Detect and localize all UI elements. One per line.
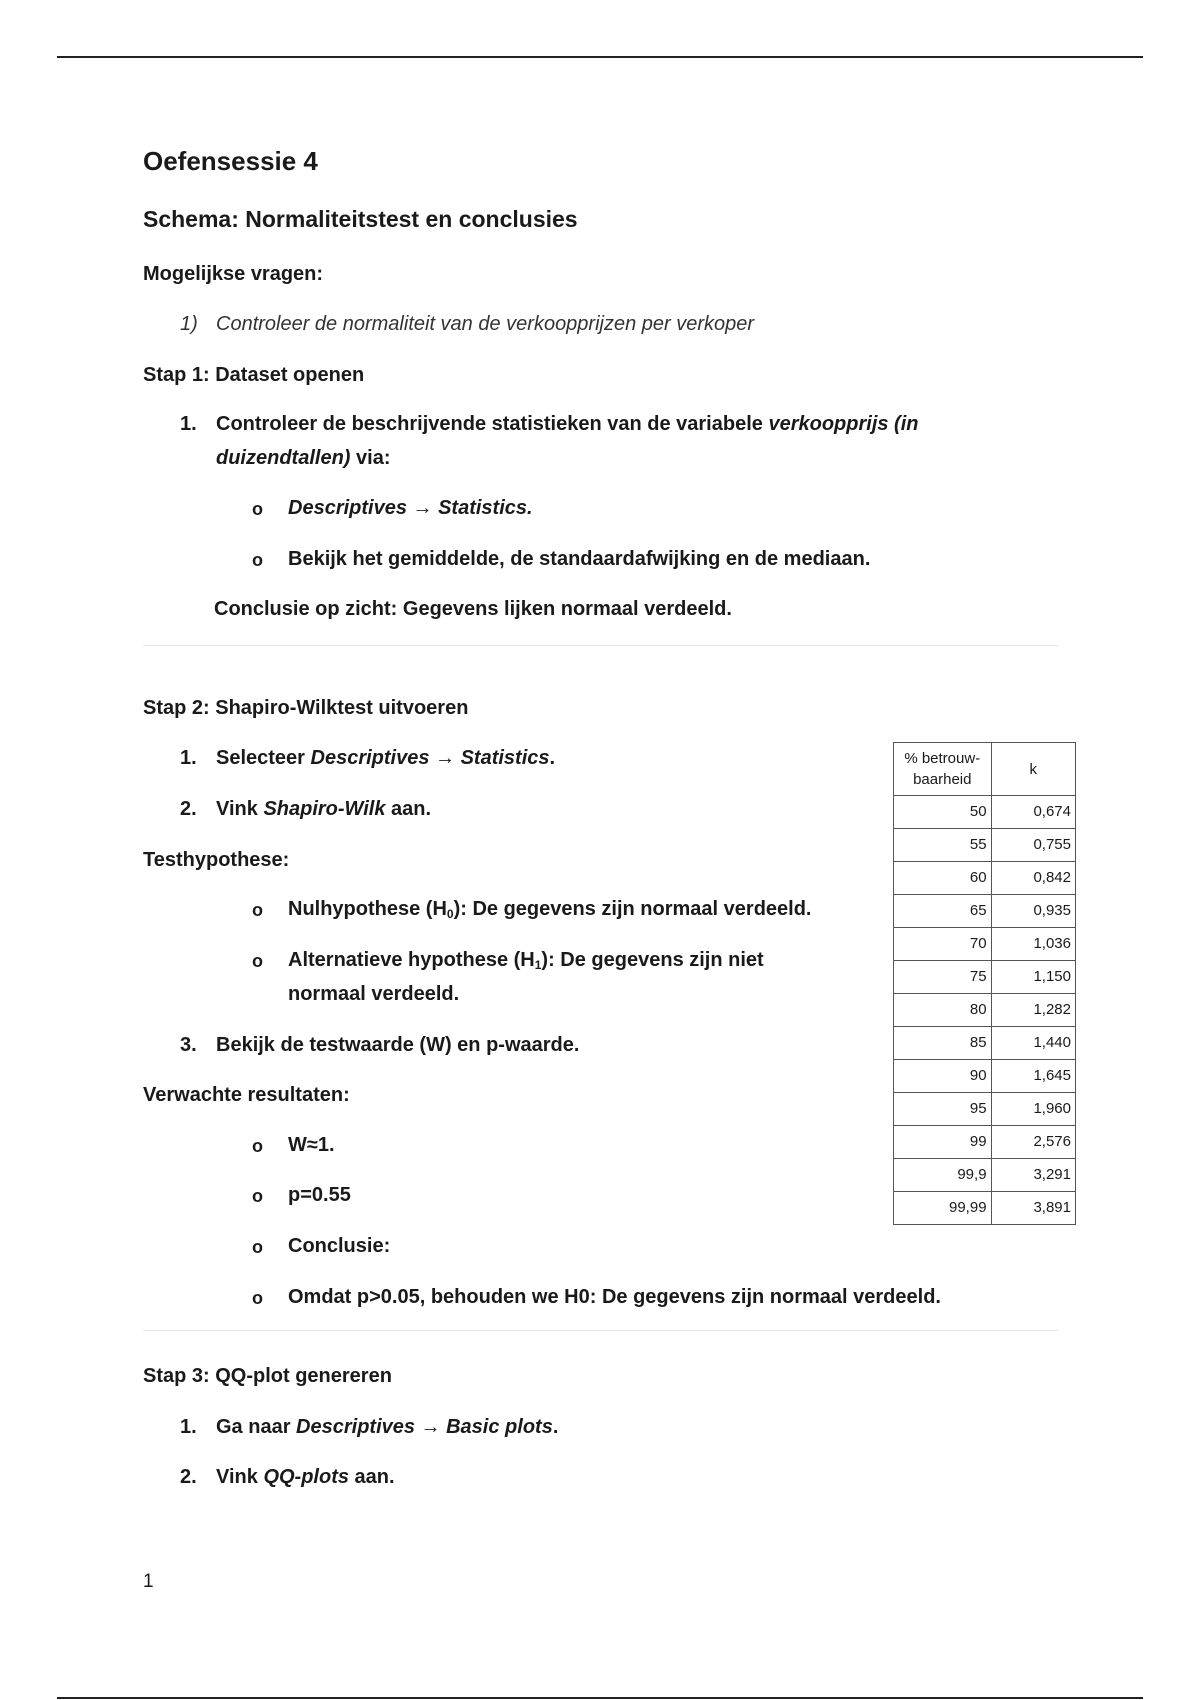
step1-item1-italic: verkoopprijs (in (768, 413, 919, 435)
table-row (894, 862, 1076, 895)
alternative-hypothesis (288, 949, 764, 972)
h0-text-after: ): De gegevens zijn normaal verdeeld. (453, 898, 812, 920)
table-row (894, 829, 1076, 862)
k-cell: 1,440 (991, 1027, 1075, 1060)
questions-heading: Mogelijkse vragen: (143, 263, 324, 285)
pct-cell: 55 (894, 829, 992, 862)
step2-item1 (216, 747, 555, 770)
step2-item3: Bekijk de testwaarde (W) en p-waarde. (216, 1034, 580, 1056)
page-number: 1 (143, 1571, 154, 1592)
step3-item1-text: Ga naar (216, 1416, 297, 1438)
step1-item1-text: Controleer de beschrijvende statistieken van de variabele (216, 413, 769, 435)
table-header-row (894, 743, 1076, 796)
header-k: k (991, 743, 1075, 796)
pct-cell: 65 (894, 895, 992, 928)
step2-item2-number: 2. (180, 798, 197, 820)
step2-item1-after: . (549, 747, 556, 769)
result-p: p=0.55 (288, 1184, 351, 1206)
bullet-marker: o (252, 900, 263, 920)
h1-subscript: 1 (534, 958, 542, 972)
h0-text: Nulhypothese (H (288, 898, 447, 920)
footer-rule (57, 1697, 1143, 1699)
step1-item1-line2-text: via: (350, 447, 391, 469)
h1-text: Alternatieve hypothese (H (288, 949, 535, 971)
step2-heading: Stap 2: Shapiro-Wilktest uitvoeren (143, 697, 469, 719)
step3-item2-italic: QQ-plots (263, 1466, 349, 1488)
bullet-marker: o (252, 499, 263, 519)
table-row (894, 1159, 1076, 1192)
header-confidence-line2: baarheid (913, 771, 972, 788)
step1-heading: Stap 1: Dataset openen (143, 364, 365, 386)
k-cell: 1,960 (991, 1093, 1075, 1126)
k-cell: 3,891 (991, 1192, 1075, 1225)
step2-item2 (216, 798, 431, 821)
step1-item1-line2-italic: duizendtallen) (216, 447, 351, 469)
table-row (894, 1126, 1076, 1159)
step3-item1-italic: Descriptives → Basic plots (296, 1416, 553, 1438)
step2-item2-text: Vink (216, 798, 264, 820)
bullet-marker: o (252, 1136, 263, 1156)
bullet-marker: o (252, 550, 263, 570)
k-cell: 1,645 (991, 1060, 1075, 1093)
step2-item1-italic: Descriptives → Statistics (310, 747, 550, 769)
table-row (894, 895, 1076, 928)
pct-cell: 70 (894, 928, 992, 961)
pct-cell: 99,99 (894, 1192, 992, 1225)
h1-text-after: ): De gegevens zijn niet (541, 949, 764, 971)
pct-cell: 90 (894, 1060, 992, 1093)
k-cell: 2,576 (991, 1126, 1075, 1159)
step3-item2-text: Vink (216, 1466, 264, 1488)
step1-item1-number: 1. (180, 413, 197, 435)
confidence-k-table (893, 742, 1076, 1225)
header-confidence (894, 743, 992, 796)
question-text: Controleer de normaliteit van de verkoopprijzen per verkoper (216, 313, 755, 335)
page-subtitle: Schema: Normaliteitstest en conclusies (143, 206, 578, 232)
section-divider (143, 1330, 1058, 1331)
header-confidence-line1: % betrouw- (904, 750, 981, 767)
pct-cell: 80 (894, 994, 992, 1027)
null-hypothesis (288, 898, 811, 921)
results-heading: Verwachte resultaten: (143, 1084, 350, 1106)
header-rule (57, 56, 1143, 58)
step1-item1-line1 (216, 413, 918, 436)
pct-cell: 99 (894, 1126, 992, 1159)
step2-item3-number: 3. (180, 1034, 197, 1056)
k-cell: 0,674 (991, 796, 1075, 829)
step3-item1 (216, 1416, 558, 1439)
page-title: Oefensessie 4 (143, 146, 318, 176)
pct-cell: 50 (894, 796, 992, 829)
bullet-marker: o (252, 1186, 263, 1206)
table-row (894, 1093, 1076, 1126)
step3-item1-after: . (552, 1416, 559, 1438)
step1-bullet-inspect: Bekijk het gemiddelde, de standaardafwijking en de mediaan. (288, 548, 871, 570)
alternative-hypothesis-line2: normaal verdeeld. (288, 983, 460, 1005)
table-row (894, 994, 1076, 1027)
table-row (894, 1192, 1076, 1225)
result-conclusion-label: Conclusie: (288, 1235, 391, 1257)
pct-cell: 95 (894, 1093, 992, 1126)
hypothesis-heading: Testhypothese: (143, 849, 290, 871)
table-row (894, 1060, 1076, 1093)
pct-cell: 85 (894, 1027, 992, 1060)
k-cell: 0,755 (991, 829, 1075, 862)
step3-heading: Stap 3: QQ-plot genereren (143, 1365, 392, 1387)
table-row (894, 1027, 1076, 1060)
step2-item1-number: 1. (180, 747, 197, 769)
step3-item2 (216, 1466, 395, 1489)
question-marker: 1) (180, 313, 198, 335)
pct-cell: 60 (894, 862, 992, 895)
k-cell: 1,150 (991, 961, 1075, 994)
step3-item2-number: 2. (180, 1466, 197, 1488)
pct-cell: 99,9 (894, 1159, 992, 1192)
result-conclusion: Omdat p>0.05, behouden we H0: De gegevens zijn normaal verdeeld. (288, 1286, 941, 1308)
bullet-marker: o (252, 1288, 263, 1308)
step2-item2-italic: Shapiro-Wilk (263, 798, 386, 820)
k-cell: 1,282 (991, 994, 1075, 1027)
step3-item1-number: 1. (180, 1416, 197, 1438)
bullet-marker: o (252, 951, 263, 971)
pct-cell: 75 (894, 961, 992, 994)
step3-item2-after: aan. (348, 1466, 395, 1488)
table-row (894, 928, 1076, 961)
step1-item1-line2 (216, 447, 390, 470)
section-divider (143, 645, 1058, 646)
k-cell: 0,842 (991, 862, 1075, 895)
k-cell: 1,036 (991, 928, 1075, 961)
bullet-marker: o (252, 1237, 263, 1257)
h0-subscript: 0 (446, 907, 454, 921)
k-cell: 0,935 (991, 895, 1075, 928)
k-cell: 3,291 (991, 1159, 1075, 1192)
step2-item1-text: Selecteer (216, 747, 311, 769)
step1-bullet-descriptives: Descriptives → Statistics. (288, 497, 533, 519)
step2-item2-after: aan. (385, 798, 432, 820)
table-row (894, 961, 1076, 994)
result-w: W≈1. (288, 1134, 335, 1156)
step1-conclusion: Conclusie op zicht: Gegevens lijken normaal verdeeld. (214, 598, 732, 620)
table-row (894, 796, 1076, 829)
